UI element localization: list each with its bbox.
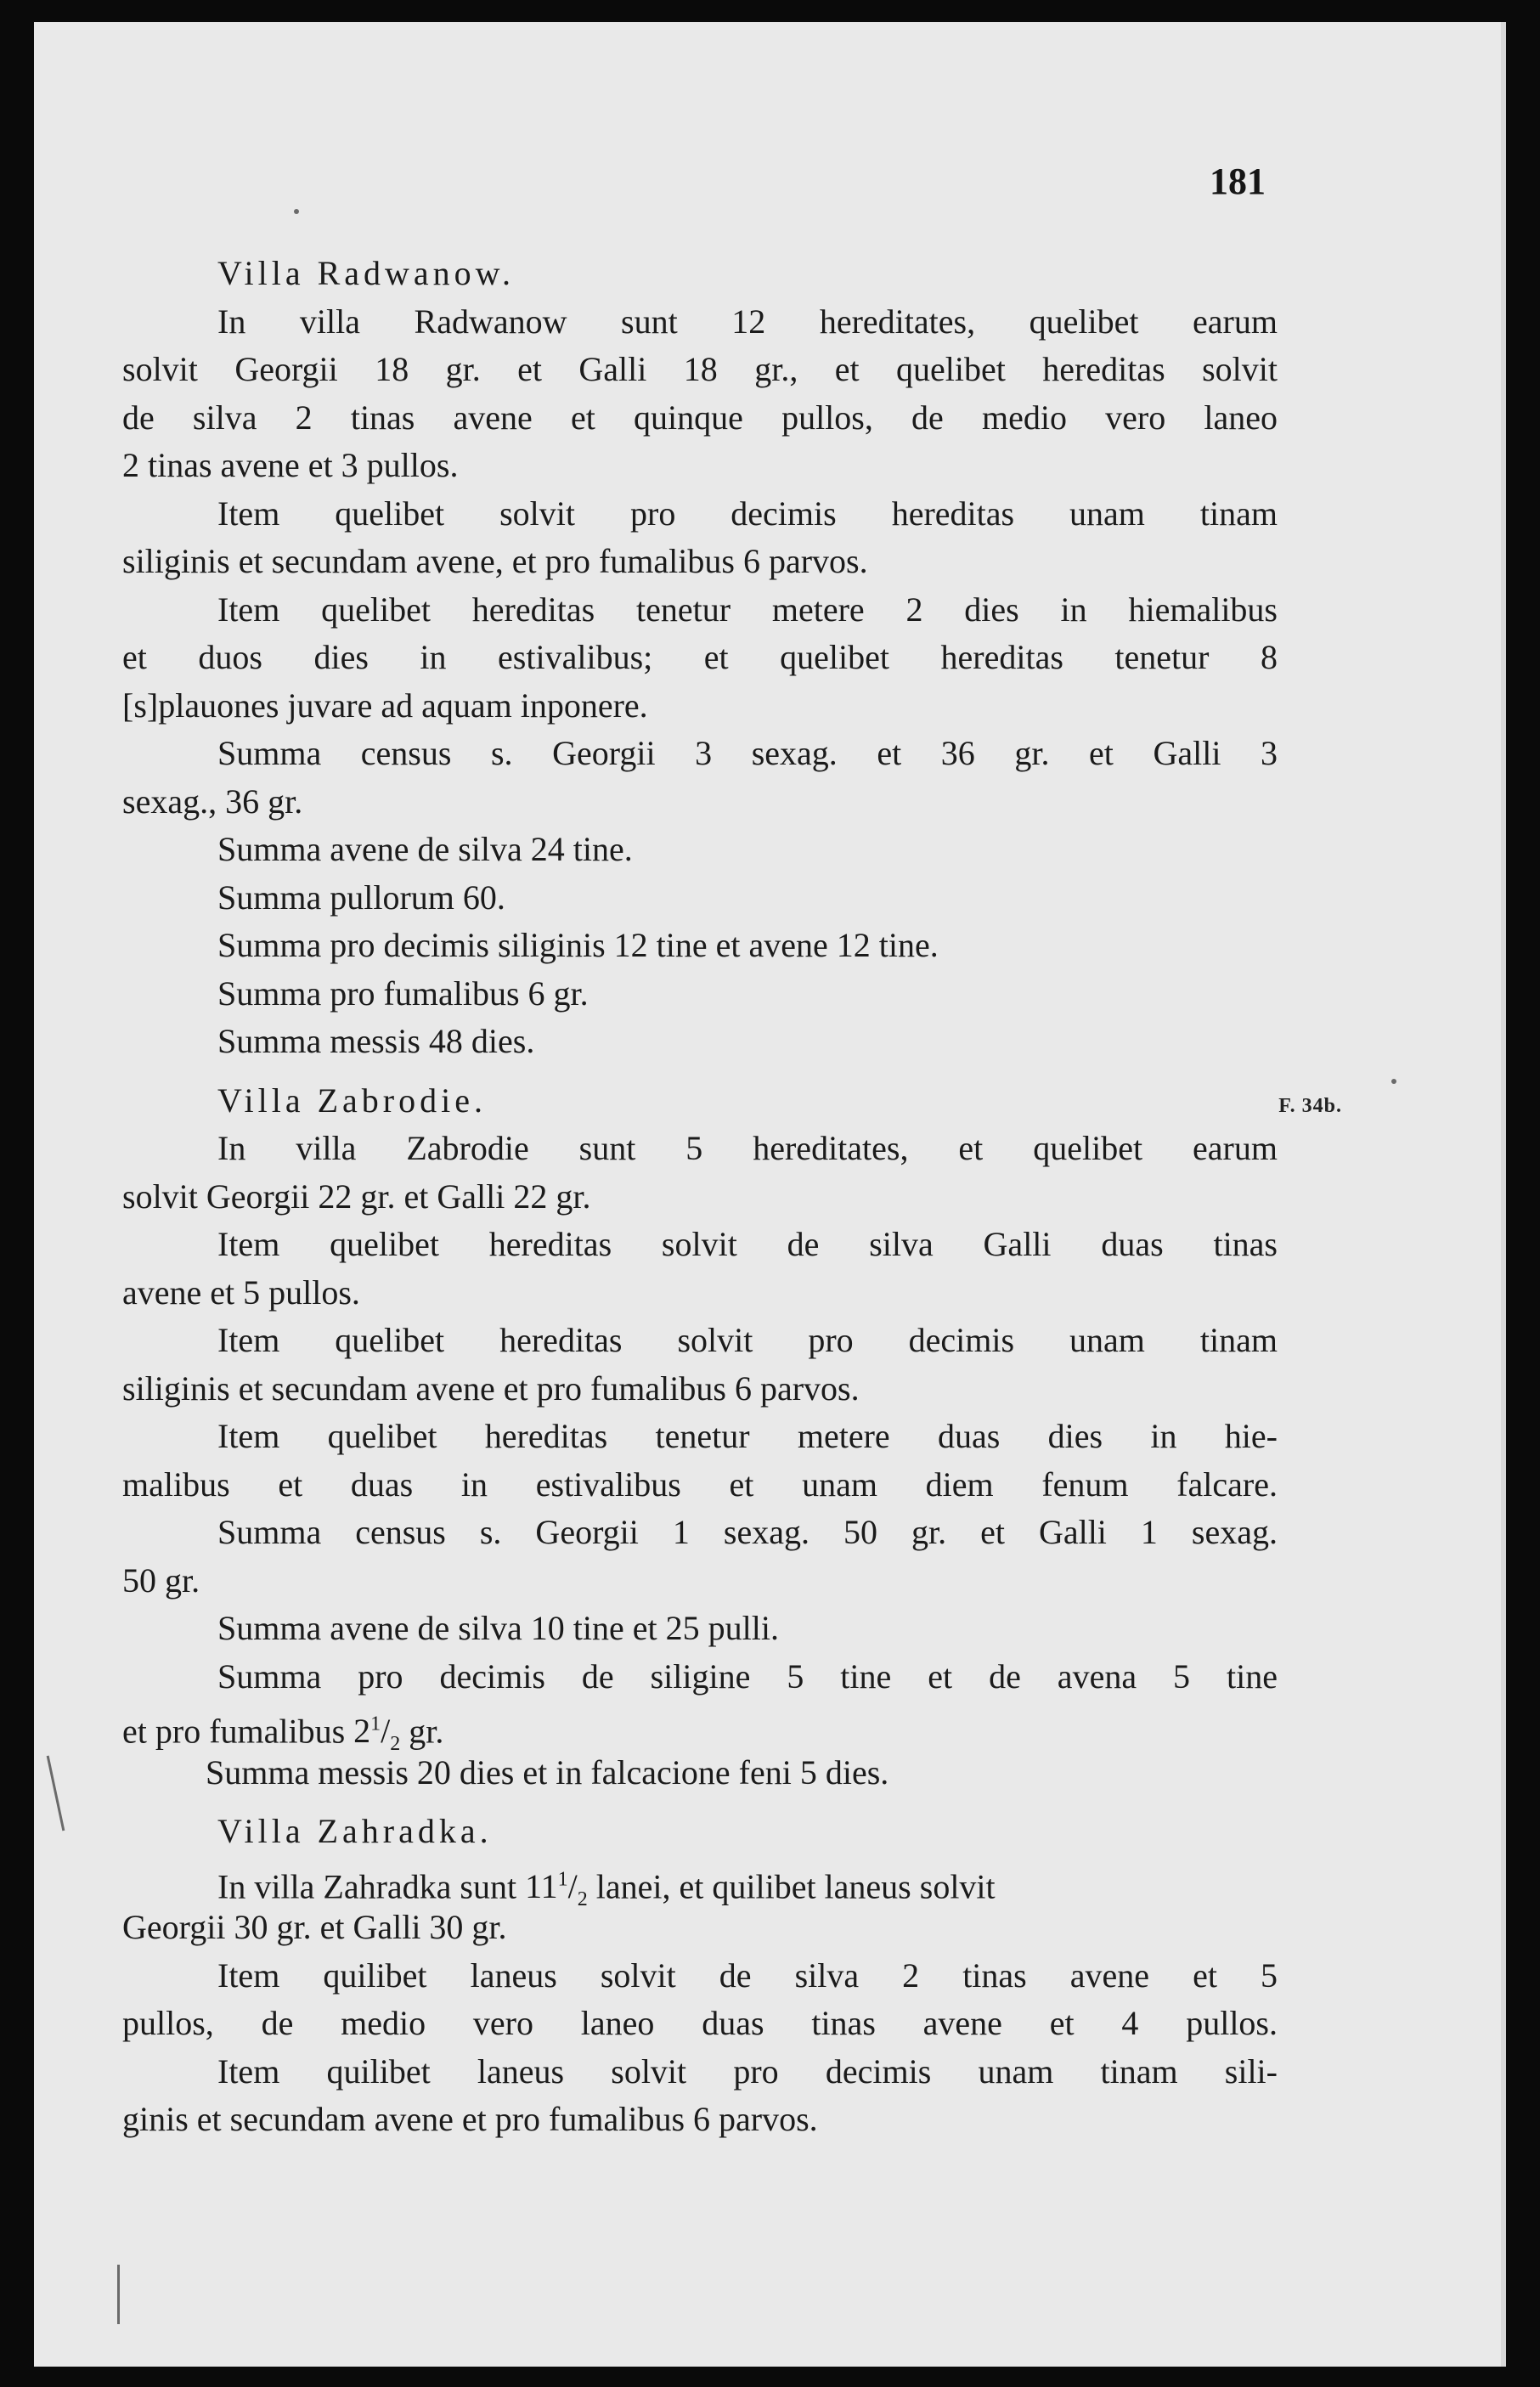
text-line: siliginis et secundam avene, et pro fumalibus 6 parvos.	[122, 542, 868, 580]
text-fragment: In villa Zahradka sunt	[217, 1866, 517, 1905]
text-line: solvit Georgii 18 gr. et Galli 18 gr., et quelibet hereditas solvit	[122, 350, 1278, 388]
margin-folio-note: F. 34b.	[1278, 1094, 1342, 1117]
text-line: solvit Georgii 22 gr. et Galli 22 gr.	[122, 1177, 591, 1216]
text-line: Item quelibet hereditas tenetur metere 2 dies in hiemalibus	[217, 590, 1278, 629]
fraction: $11^1/_2$	[525, 1866, 588, 1910]
fraction-denominator: 2	[390, 1733, 401, 1756]
text-line: Summa pro decimis de siligine 5 tine et de avena 5 tine	[217, 1656, 1278, 1696]
text-line: 2 tinas avene et 3 pullos.	[122, 446, 459, 484]
text-line: sexag., 36 gr.	[122, 782, 303, 821]
section-heading-radwanow: Villa Radwanow.	[217, 254, 515, 292]
text-fragment: et pro fumalibus	[122, 1712, 346, 1751]
text-line: Summa pro decimis siliginis 12 tine et avene 12 tine.	[217, 926, 939, 964]
text-line: avene et 5 pullos.	[122, 1273, 360, 1312]
text-body	[122, 250, 1342, 2144]
text-line: Summa pro fumalibus 6 gr.	[217, 973, 589, 1013]
section-heading-zahradka: Villa Zahradka.	[217, 1812, 493, 1850]
text-line: siliginis et secundam avene et pro fumalibus 6 parvos.	[122, 1368, 860, 1408]
fraction-whole: 11	[525, 1866, 558, 1905]
scan-mark	[1391, 1079, 1396, 1084]
fraction-whole: 2	[353, 1712, 371, 1751]
text-line: Georgii 30 gr. et Galli 30 gr.	[122, 1908, 507, 1946]
text-line: de silva 2 tinas avene et quinque pullos, de medio vero laneo	[122, 398, 1278, 437]
text-line: Summa avene de silva 10 tine et 25 pulli.	[217, 1609, 779, 1647]
fraction-numerator: 1	[557, 1868, 568, 1891]
scan-mark	[294, 209, 299, 214]
fraction-denominator: 2	[577, 1888, 588, 1910]
text-line: Summa messis 20 dies et in falcacione feni 5 dies.	[206, 1752, 889, 1792]
scanned-page	[34, 22, 1506, 2367]
section-heading-zabrodie	[122, 1077, 1342, 1126]
text-line: [s]plauones juvare ad aquam inponere.	[122, 686, 648, 725]
text-fragment: gr.	[409, 1712, 444, 1751]
section-heading-zabrodie-text: Villa Zabrodie.	[217, 1081, 487, 1120]
text-line: Item quelibet solvit pro decimis hereditas unam tinam	[217, 494, 1278, 533]
text-line: In villa Zabrodie sunt 5 hereditates, et quelibet earum	[217, 1129, 1278, 1167]
text-line: Summa census s. Georgii 1 sexag. 50 gr. et Galli 1 sexag.	[217, 1513, 1278, 1551]
text-line: Item quilibet laneus solvit pro decimis unam tinam sili-	[217, 2051, 1278, 2091]
text-line: Summa avene de silva 24 tine.	[217, 830, 633, 868]
text-line: 50 gr.	[122, 1560, 200, 1600]
text-line: Summa census s. Georgii 3 sexag. et 36 gr. et Galli 3	[217, 734, 1278, 772]
text-fragment: lanei, et quilibet laneus solvit	[595, 1866, 996, 1905]
scan-mark	[47, 1756, 65, 1831]
text-line: et duos dies in estivalibus; et quelibet hereditas tenetur 8	[122, 638, 1278, 676]
text-line: Item quilibet laneus solvit de silva 2 tinas avene et 5	[217, 1955, 1278, 1995]
fraction: $2^1/_2$	[353, 1712, 401, 1756]
text-line: Item quelibet hereditas solvit pro decimis unam tinam	[217, 1321, 1278, 1359]
text-line-with-fraction	[122, 1856, 1278, 1910]
text-line: pullos, de medio vero laneo duas tinas avene et 4 pullos.	[122, 2004, 1278, 2042]
text-line: ginis et secundam avene et pro fumalibus 6 parvos.	[122, 2100, 818, 2138]
page-number: 181	[1210, 161, 1266, 202]
text-line-with-fraction	[122, 1701, 1278, 1756]
text-line: Item quelibet hereditas tenetur metere duas dies in hie-	[217, 1417, 1278, 1455]
scan-mark	[117, 2265, 120, 2324]
text-line: Summa pullorum 60.	[217, 877, 505, 917]
fraction-numerator: 1	[370, 1713, 381, 1735]
text-line: In villa Radwanow sunt 12 hereditates, quelibet earum	[217, 302, 1278, 341]
text-line: malibus et duas in estivalibus et unam diem fenum falcare.	[122, 1464, 1278, 1504]
text-line: Summa messis 48 dies.	[217, 1022, 535, 1060]
text-line: Item quelibet hereditas solvit de silva Galli duas tinas	[217, 1225, 1278, 1263]
